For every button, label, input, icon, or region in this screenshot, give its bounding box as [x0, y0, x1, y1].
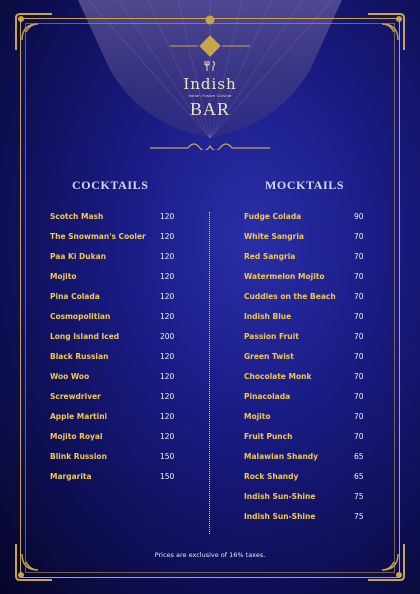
tax-note: Prices are exclusive of 16% taxes.: [154, 551, 266, 559]
mocktails-list: [244, 210, 369, 530]
item-name: Apple Martini: [50, 412, 108, 421]
item-price: 70: [354, 352, 364, 361]
corner-ornament-bottom-left: [12, 540, 56, 584]
logo-tagline: Indian Fusion Cuisine: [188, 94, 232, 98]
menu-item: [244, 390, 369, 410]
item-price: 70: [354, 332, 364, 341]
menu-item: [244, 370, 369, 390]
item-price: 75: [354, 512, 364, 521]
item-name: Chocolate Monk: [244, 372, 312, 381]
menu-item: [50, 350, 190, 370]
item-price: 120: [160, 372, 175, 381]
menu-item: [244, 330, 369, 350]
menu-title: BAR: [189, 99, 230, 119]
item-name: Blink Russion: [50, 452, 107, 461]
item-price: 70: [354, 292, 364, 301]
item-price: 70: [354, 232, 364, 241]
menu-item: [244, 250, 369, 270]
item-name: Mojito: [50, 272, 77, 281]
item-name: Long Island Iced: [50, 332, 120, 341]
item-name: Paa Ki Dukan: [50, 252, 106, 261]
item-name: Fudge Colada: [244, 212, 302, 221]
logo-wordmark: Indish: [183, 75, 237, 93]
menu-item: [244, 430, 369, 450]
item-name: Malawian Shandy: [244, 452, 319, 461]
menu-item: [50, 470, 190, 490]
item-price: 90: [354, 212, 364, 221]
cocktails-list: [50, 210, 190, 490]
item-name: Cuddles on the Beach: [244, 292, 336, 301]
item-price: 120: [160, 432, 175, 441]
item-price: 70: [354, 392, 364, 401]
item-price: 120: [160, 232, 175, 241]
item-price: 150: [160, 452, 175, 461]
item-price: 70: [354, 372, 364, 381]
item-price: 200: [160, 332, 175, 341]
menu-item: [244, 270, 369, 290]
menu-item: [50, 310, 190, 330]
menu-item: [50, 290, 190, 310]
column-divider: [209, 212, 210, 534]
item-price: 120: [160, 412, 175, 421]
menu-item: [244, 470, 369, 490]
item-price: 120: [160, 252, 175, 261]
item-name: Passion Fruit: [244, 332, 299, 341]
item-price: 150: [160, 472, 175, 481]
menu-item: [50, 270, 190, 290]
menu-item: [244, 510, 369, 530]
menu-item: [50, 210, 190, 230]
menu-item: [244, 350, 369, 370]
item-name: Scotch Mash: [50, 212, 104, 221]
item-price: 70: [354, 272, 364, 281]
menu-item: [50, 410, 190, 430]
menu-item: [50, 450, 190, 470]
item-price: 120: [160, 392, 175, 401]
item-name: Black Russian: [50, 352, 109, 361]
corner-ornament-top-left: [12, 10, 56, 54]
item-price: 120: [160, 352, 175, 361]
cocktails-heading: COCKTAILS: [72, 178, 149, 192]
item-name: Cosmopolitian: [50, 312, 111, 321]
item-name: Pinacolada: [244, 392, 291, 401]
menu-item: [50, 330, 190, 350]
mocktails-heading: MOCKTAILS: [265, 178, 345, 192]
item-name: Indish Blue: [244, 312, 292, 321]
item-name: Watermelon Mojito: [244, 272, 325, 281]
item-name: Pina Colada: [50, 292, 100, 301]
item-price: 65: [354, 452, 364, 461]
menu-item: [50, 250, 190, 270]
item-name: Fruit Punch: [244, 432, 293, 441]
menu-item: [244, 410, 369, 430]
item-name: White Sangria: [244, 232, 304, 241]
menu-item: [244, 230, 369, 250]
menu-item: [244, 490, 369, 510]
menu-item: [244, 290, 369, 310]
menu-item: [244, 310, 369, 330]
item-price: 70: [354, 312, 364, 321]
corner-ornament-top-right: [364, 10, 408, 54]
item-price: 70: [354, 252, 364, 261]
item-price: 70: [354, 412, 364, 421]
menu-item: [244, 210, 369, 230]
item-name: Indish Sun-Shine: [244, 512, 316, 521]
item-price: 120: [160, 312, 175, 321]
item-price: 65: [354, 472, 364, 481]
item-name: Mojito Royal: [50, 432, 103, 441]
menu-item: [50, 430, 190, 450]
item-name: The Snowman's Cooler: [50, 232, 146, 241]
item-name: Mojito: [244, 412, 271, 421]
item-name: Rock Shandy: [244, 472, 299, 481]
item-price: 120: [160, 272, 175, 281]
item-price: 70: [354, 432, 364, 441]
menu-item: [50, 370, 190, 390]
item-name: Green Twist: [244, 352, 294, 361]
menu-item: [244, 450, 369, 470]
corner-ornament-bottom-right: [364, 540, 408, 584]
item-price: 120: [160, 292, 175, 301]
menu-item: [50, 230, 190, 250]
item-price: 120: [160, 212, 175, 221]
item-price: 75: [354, 492, 364, 501]
item-name: Indish Sun-Shine: [244, 492, 316, 501]
item-name: Red Sangria: [244, 252, 296, 261]
item-name: Screwdriver: [50, 392, 101, 401]
menu-item: [50, 390, 190, 410]
item-name: Woo Woo: [50, 372, 90, 381]
item-name: Margarita: [50, 472, 92, 481]
